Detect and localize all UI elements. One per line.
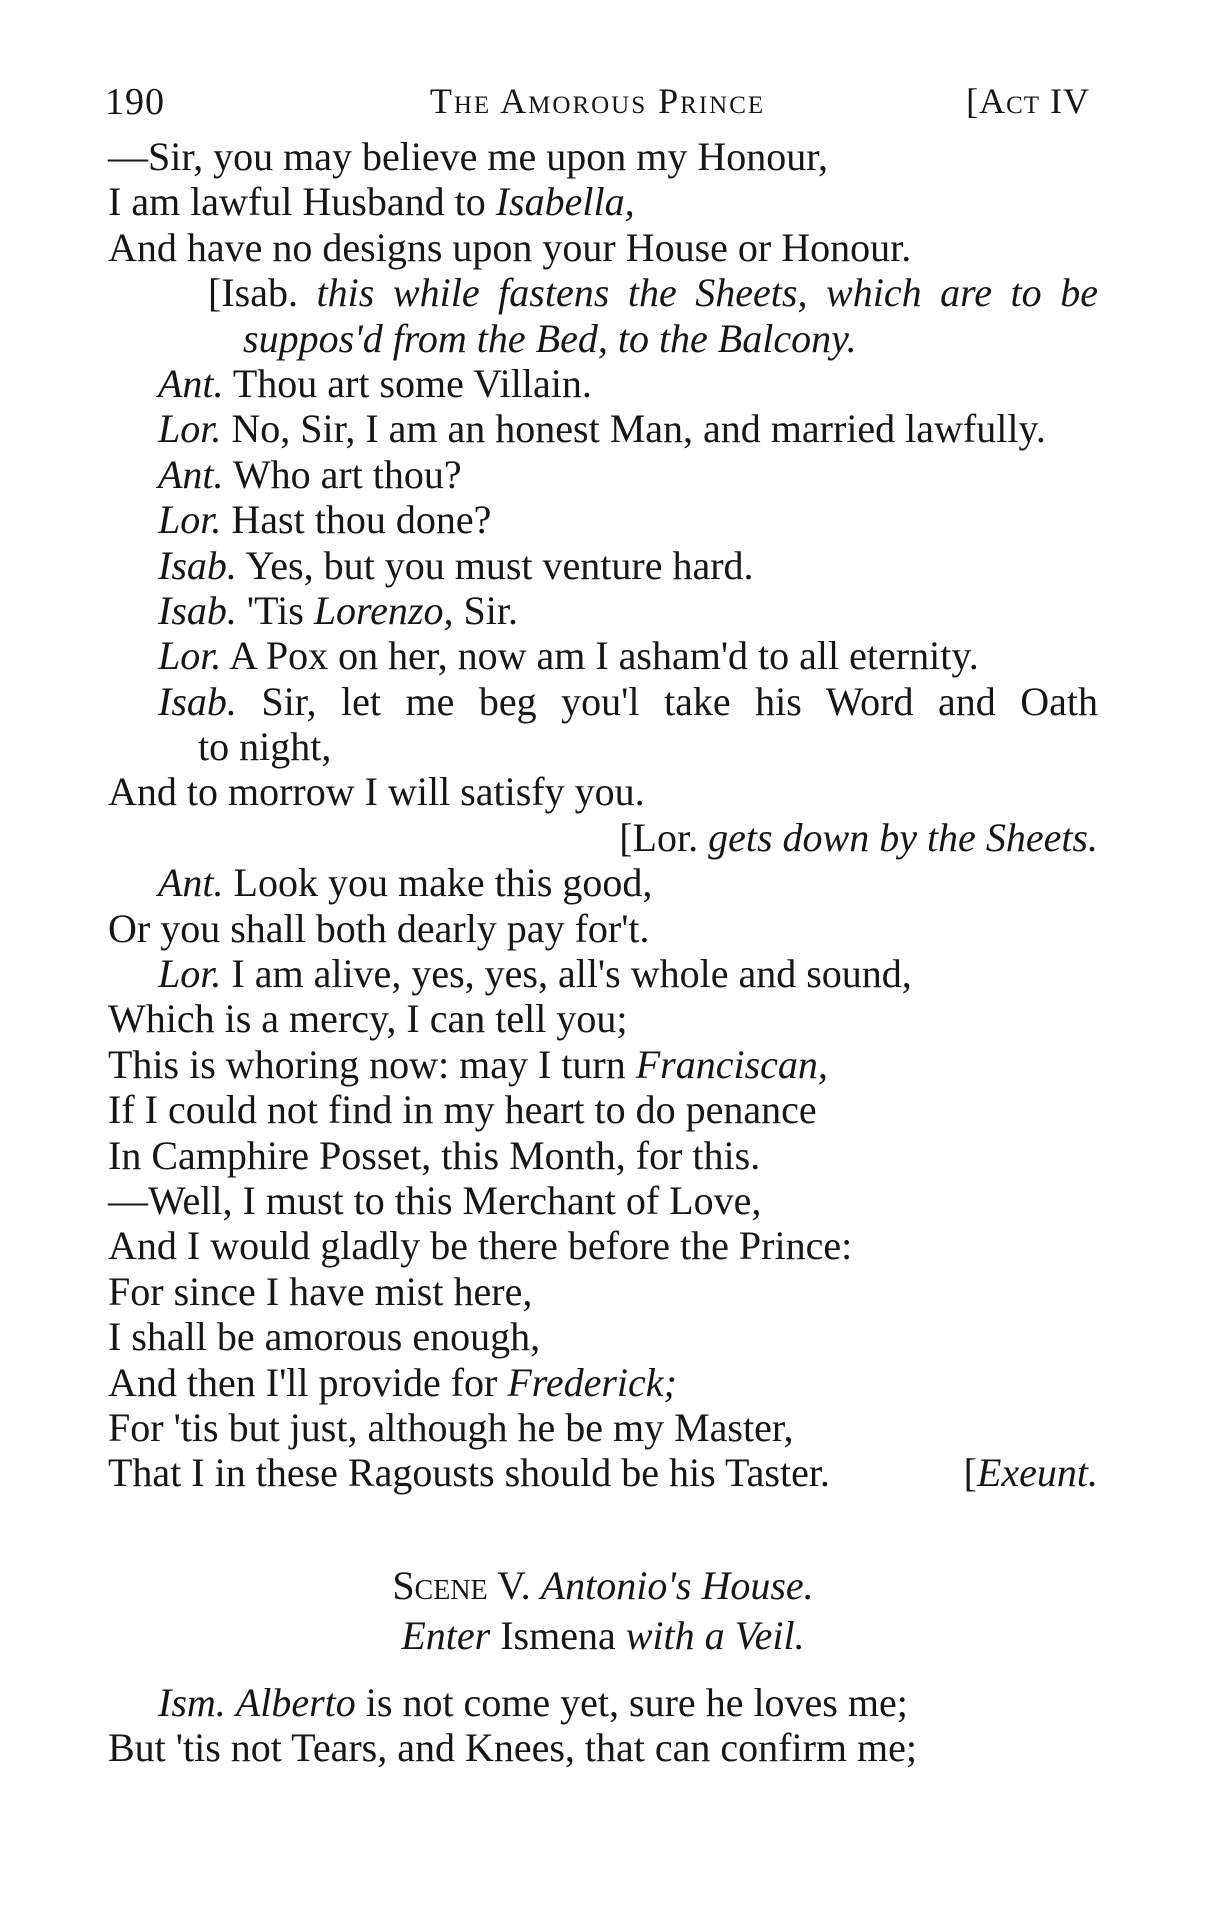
verse-line: —Sir, you may believe me upon my Honour, xyxy=(108,134,829,179)
stage-direction: suppos'd from the Bed, to the Balcony. xyxy=(243,315,857,361)
speech-line: Ant. Who art thou? xyxy=(158,451,462,497)
verse-line: Which is a mercy, I can tell you; xyxy=(108,996,628,1042)
verse-line: And then I'll provide for Frederick; xyxy=(108,1359,677,1405)
speaker-name: Ant. xyxy=(158,451,224,497)
verse-line: to night, xyxy=(198,724,332,770)
speech-line: Lor. No, Sir, I am an honest Man, and married lawfully. xyxy=(158,406,1046,452)
verse-line: And I would gladly be there before the Prince: xyxy=(108,1223,853,1269)
speaker-name: Ism. xyxy=(158,1680,226,1725)
speech-line: Isab. 'Tis Lorenzo, Sir. xyxy=(158,587,518,633)
verse-line: I shall be amorous enough, xyxy=(108,1314,541,1360)
running-head xyxy=(105,80,1090,130)
speaker-name: Lor. xyxy=(158,497,222,543)
verse-line: I am lawful Husband to Isabella, xyxy=(108,179,635,225)
speech-line: Lor. Hast thou done? xyxy=(158,497,492,543)
speech-line: Isab. Yes, but you must venture hard. xyxy=(158,542,754,588)
verse-line: Or you shall both dearly pay for't. xyxy=(108,905,650,951)
verse-line: —Well, I must to this Merchant of Love, xyxy=(108,1177,762,1223)
play-text-continued xyxy=(108,1680,1098,1771)
stage-direction: [Lor. gets down by the Sheets. xyxy=(619,814,1098,860)
verse-line: And have no designs upon your House or Honour. xyxy=(108,224,912,270)
exit-direction: [Exeunt. xyxy=(963,1450,1098,1496)
speech-line: Lor. A Pox on her, now am I asham'd to all eternity. xyxy=(158,633,979,679)
speech-line: Ant. Look you make this good, xyxy=(158,860,653,906)
speaker-name: Lor. xyxy=(158,406,222,452)
speech-line: Ism. Alberto is not come yet, sure he loves me; xyxy=(158,1680,908,1725)
speaker-name: Ant. xyxy=(158,360,224,406)
speaker-name: Isab. xyxy=(158,542,237,588)
speaker-name: Isab. xyxy=(158,678,237,724)
speech-line: Isab. Sir, let me beg you'l take his Word and Oath xyxy=(158,678,1098,724)
speaker-name: Ant. xyxy=(158,860,224,906)
verse-line: If I could not find in my heart to do penance xyxy=(108,1087,817,1133)
verse-line: This is whoring now: may I turn Franciscan, xyxy=(108,1041,828,1087)
scene-heading: Scene V. Antonio's House. xyxy=(392,1563,814,1608)
verse-line: For 'tis but just, although he be my Master, xyxy=(108,1404,794,1450)
play-text xyxy=(108,134,1098,1496)
page-number: 190 xyxy=(105,81,165,123)
verse-line: For since I have mist here, xyxy=(108,1268,533,1314)
book-title: The Amorous Prince xyxy=(429,81,766,121)
speech-line: Ant. Thou art some Villain. xyxy=(158,360,592,406)
act-marker: [Act IV xyxy=(966,81,1090,121)
speech-line: Lor. I am alive, yes, yes, all's whole and sound, xyxy=(158,951,912,997)
verse-line: That I in these Ragousts should be his Taster. [Exeunt. xyxy=(108,1450,1098,1496)
speaker-name: Isab. xyxy=(158,587,237,633)
verse-line: In Camphire Posset, this Month, for this. xyxy=(108,1132,761,1178)
verse-line: And to morrow I will satisfy you. xyxy=(108,769,645,815)
stage-direction: [Isab. this while fastens the Sheets, which are to be xyxy=(208,270,1099,316)
entrance-direction: Enter Ismena with a Veil. xyxy=(401,1613,805,1658)
verse-line: But 'tis not Tears, and Knees, that can confirm me; xyxy=(108,1725,918,1771)
speaker-name: Lor. xyxy=(158,633,222,679)
speaker-name: Lor. xyxy=(158,951,222,997)
